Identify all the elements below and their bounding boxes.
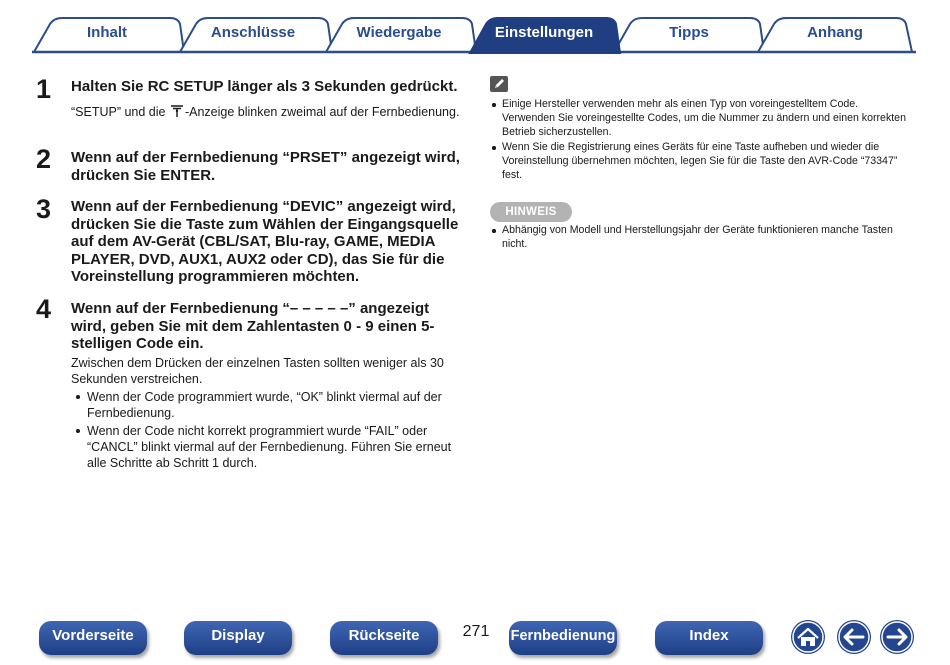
step-number-4: 4 — [36, 294, 52, 324]
rueckseite-button[interactable]: Rückseite — [330, 621, 438, 655]
step-text-1-part-a: “SETUP” und die — [71, 105, 169, 119]
list-item: Wenn Sie die Registrierung eines Geräts für eine Taste aufheben und wieder die Voreinstellung übernehmen möchten, legen Sie für die Taste den AVR-Code “73347” fest. — [490, 141, 910, 182]
antenna-icon — [170, 104, 184, 118]
list-item: Wenn der Code nicht korrekt programmiert wurde “FAIL” oder “CANCL” blinkt viermal auf der Fernbedienung. Führen Sie erneut alle Schritte ab Schritt 1 durch. — [71, 423, 466, 471]
step-heading-1: Halten Sie RC SETUP länger als 3 Sekunden gedrückt. — [71, 78, 458, 95]
tab-anhang[interactable]: Anhang — [807, 24, 863, 41]
step-number-2: 2 — [36, 144, 52, 174]
pencil-icon — [490, 76, 508, 92]
pencil-icon-glyph — [490, 76, 508, 92]
step-text-1-part-b: -Anzeige blinken zweimal auf der Fernbedienung. — [184, 105, 460, 119]
forward-arrow-icon[interactable] — [879, 619, 915, 655]
home-icon[interactable] — [790, 619, 826, 655]
display-button[interactable]: Display — [184, 621, 292, 655]
step-text-1 — [71, 104, 466, 120]
tab-inhalt[interactable]: Inhalt — [87, 24, 127, 41]
tab-tipps[interactable]: Tipps — [669, 24, 709, 41]
note-bullets — [490, 98, 910, 185]
step-heading-3: Wenn auf der Fernbedienung “DEVIC” angezeigt wird, drücken Sie die Taste zum Wählen der Eingangsquelle auf dem AV-Gerät (CBL/SAT, Blu-ray, GAME, MEDIA PLAYER, DVD, AUX1, AUX2 oder CD), das Sie für die Voreinstellung programmieren möchten. — [71, 198, 459, 285]
vorderseite-button[interactable]: Vorderseite — [39, 621, 147, 655]
tab-bar — [0, 0, 950, 60]
step-number-1: 1 — [36, 74, 52, 104]
list-item: Abhängig von Modell und Herstellungsjahr der Geräte funktionieren manche Tasten nicht. — [490, 224, 910, 252]
list-item: Einige Hersteller verwenden mehr als einen Typ von voreingestelltem Code. Verwenden Sie voreingestellte Codes, um die Nummer zu ändern und einen korrekten Betrieb sicherzustellen. — [490, 98, 910, 139]
step-heading-4: Wenn auf der Fernbedienung “– – – – –” angezeigt wird, geben Sie mit dem Zahlentasten 0 - 9 einen 5-stelligen Code ein. — [71, 300, 435, 352]
step-heading-2: Wenn auf der Fernbedienung “PRSET” angezeigt wird, drücken Sie ENTER. — [71, 149, 460, 184]
tab-anschluesse[interactable]: Anschlüsse — [210, 24, 296, 41]
page-number: 271 — [462, 623, 490, 640]
tab-einstellungen[interactable]: Einstellungen — [494, 24, 594, 41]
hinweis-bullets — [490, 224, 910, 254]
step-4-bullets — [71, 389, 466, 473]
list-item: Wenn der Code programmiert wurde, “OK” blinkt viermal auf der Fernbedienung. — [71, 389, 466, 421]
back-arrow-icon[interactable] — [836, 619, 872, 655]
fernbedienung-button[interactable]: Fernbedienung — [509, 621, 617, 655]
index-button[interactable]: Index — [655, 621, 763, 655]
step-number-3: 3 — [36, 194, 52, 224]
step-text-4: Zwischen dem Drücken der einzelnen Tasten sollten weniger als 30 Sekunden verstreichen. — [71, 356, 444, 386]
tab-wiedergabe[interactable]: Wiedergabe — [356, 24, 442, 41]
hinweis-badge: HINWEIS — [490, 202, 572, 222]
